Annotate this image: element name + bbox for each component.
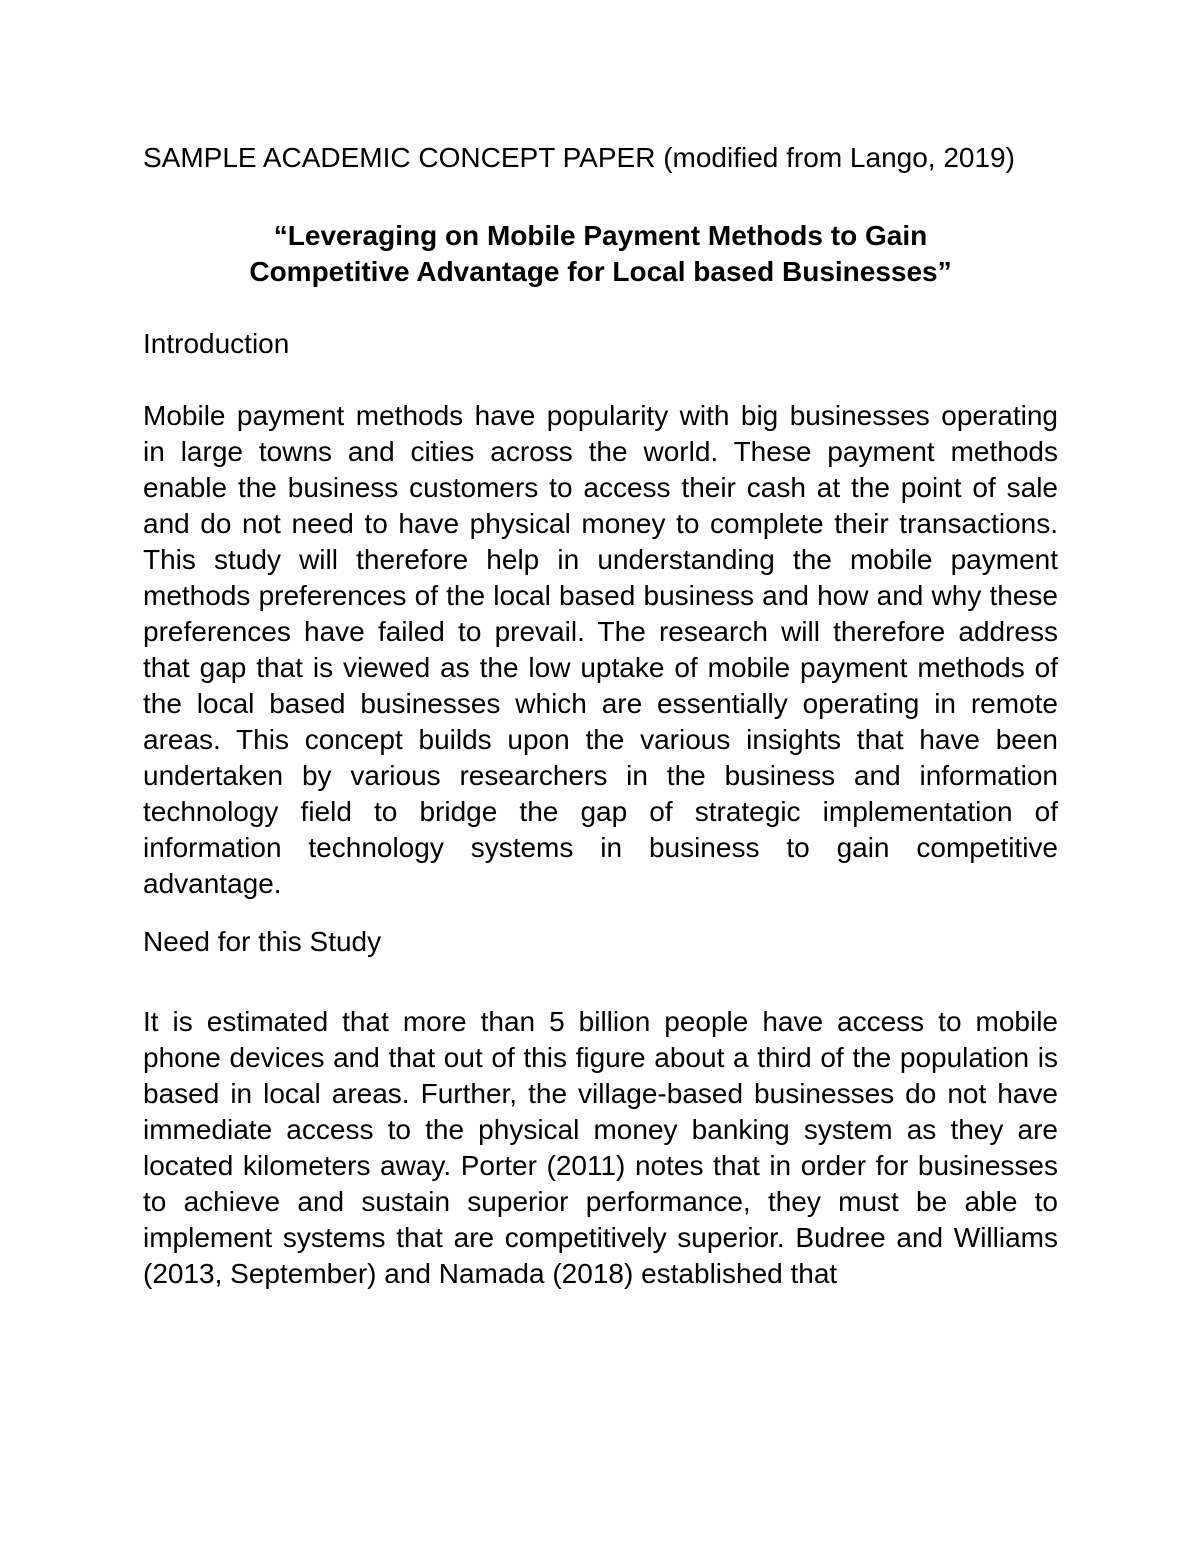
document-header: SAMPLE ACADEMIC CONCEPT PAPER (modified from Lango, 2019) xyxy=(143,142,1015,173)
document-title xyxy=(143,218,1058,290)
section-body-introduction: Mobile payment methods have popularity with big businesses operating in large towns and cities across the world. These payment methods enable the business customers to access their cash at the point of sale and do not need to have physical money to complete their transactions. This study will therefore help in understanding the mobile payment methods preferences of the local based business and how and why these preferences have failed to prevail. The research will therefore address that gap that is viewed as the low uptake of mobile payment methods of the local based businesses which are essentially operating in remote areas. This concept builds upon the various insights that have been undertaken by various researchers in the business and information technology field to bridge the gap of strategic implementation of information technology systems in business to gain competitive advantage. xyxy=(143,400,1058,899)
document-body xyxy=(143,140,1058,1292)
title-line-1: “Leveraging on Mobile Payment Methods to Gain xyxy=(273,220,928,251)
title-line-2: Competitive Advantage for Local based Businesses” xyxy=(249,256,952,287)
section-heading-need-for-study: Need for this Study xyxy=(143,926,382,957)
section-heading-introduction: Introduction xyxy=(143,328,290,359)
section-body-need-for-study: It is estimated that more than 5 billion people have access to mobile phone devices and that out of this figure about a third of the population is based in local areas. Further, the village-based businesses do not have immediate access to the physical money banking system as they are located kilometers away. Porter (2011) notes that in order for businesses to achieve and sustain superior performance, they must be able to implement systems that are competitively superior. Budree and Williams (2013, September) and Namada (2018) established that xyxy=(143,1006,1058,1289)
